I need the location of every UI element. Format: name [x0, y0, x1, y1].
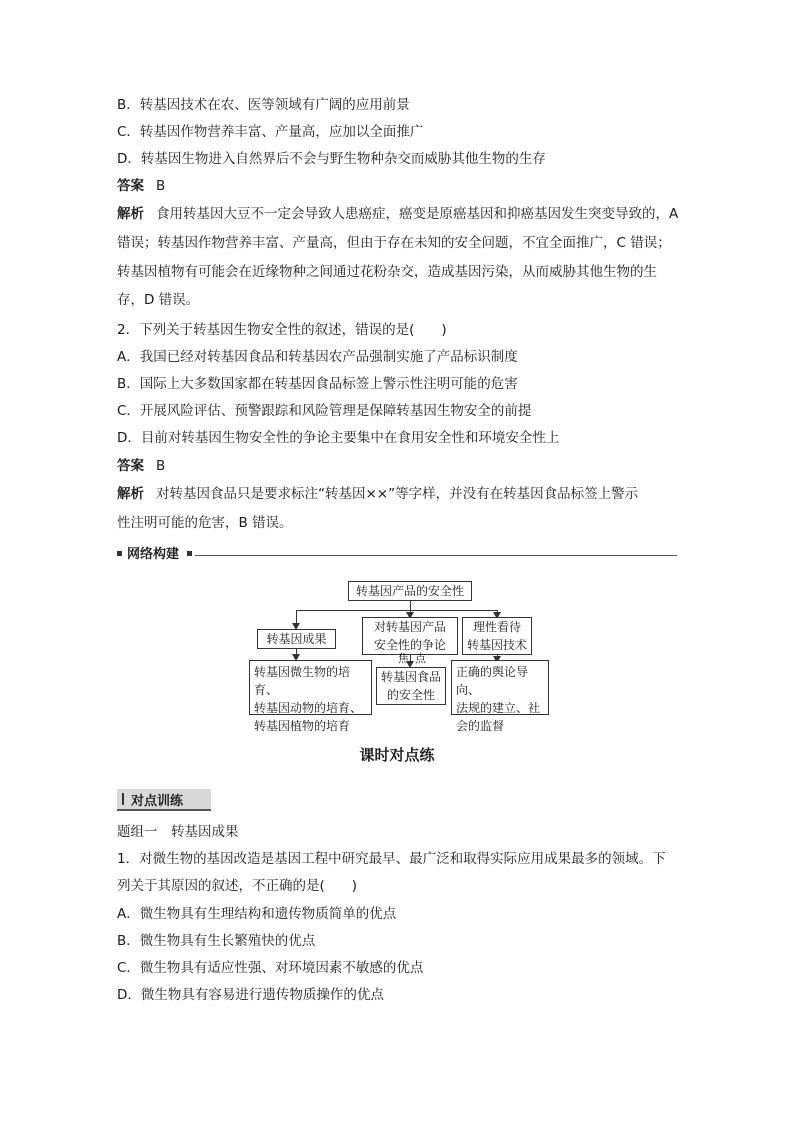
connector [296, 610, 297, 624]
bullet-square-icon [187, 551, 192, 556]
connector [296, 610, 498, 611]
q2-answer [117, 456, 165, 476]
q2-stem: 2．下列关于转基因生物安全性的叙述，错误的是( ) [117, 322, 447, 338]
q3-option-a: A．微生物具有生理结构和遗传物质简单的优点 [117, 906, 397, 922]
diagram-detail-line: 转基因食品 [380, 670, 441, 684]
analysis-label: 解析 [117, 206, 144, 222]
practice-tag [117, 789, 211, 811]
diagram-middle-line: 对转基因产品 [373, 620, 446, 634]
diagram-detail-line: 法规的建立、社 [456, 701, 541, 715]
q1-analysis-line [117, 204, 678, 224]
diagram-detail-line: 的安全性 [386, 688, 435, 702]
network-title: 网络构建 [127, 547, 180, 562]
q2-option-c: C．开展风险评估、预警跟踪和风险管理是保障转基因生物安全的前提 [117, 403, 532, 419]
analysis-text: 食用转基因大豆不一定会导致人患癌症，癌变是原癌基因和抑癌基因发生突变导致的，A [156, 206, 679, 222]
answer-label: 答案 [117, 458, 144, 474]
q3-option-b: B．微生物具有生长繁殖快的优点 [117, 933, 316, 949]
group-title: 题组一 转基因成果 [117, 824, 239, 840]
diagram-root: 转基因产品的安全性 [348, 581, 472, 601]
q2-analysis-line: 性注明可能的危害，B 错误。 [117, 515, 293, 531]
diagram-detail-line: 会的监督 [456, 719, 505, 733]
diagram-middle-detail [376, 667, 446, 705]
answer-value: B [156, 458, 166, 474]
network-section-heading [117, 545, 677, 565]
diagram-detail-line: 转基因微生物的培育、 [254, 665, 351, 697]
q3-stem-line: 1．对微生物的基因改造是基因工程中研究最早、最广泛和取得实际应用成果最多的领域。下 [117, 851, 666, 867]
analysis-text: 对转基因食品只是要求标注“转基因××”等字样，并没有在转基因食品标签上警示 [156, 486, 639, 502]
diagram-detail-line: 转基因动物的培育、 [254, 701, 363, 715]
diagram-left: 转基因成果 [257, 629, 336, 649]
q2-option-b: B．国际上大多数国家都在转基因食品标签上警示性注明可能的危害 [117, 376, 518, 392]
diagram-right [462, 617, 532, 655]
answer-label: 答案 [117, 178, 144, 194]
q1-option-c: C．转基因作物营养丰富、产量高，应加以全面推广 [117, 124, 424, 140]
q3-option-c: C．微生物具有适应性强、对环境因素不敏感的优点 [117, 960, 424, 976]
answer-value: B [156, 178, 166, 194]
connector [410, 601, 411, 610]
q2-option-a: A．我国已经对转基因食品和转基因农产品强制实施了产品标识制度 [117, 349, 518, 365]
q1-analysis-line: 存，D 错误。 [117, 292, 200, 308]
diagram-right-line: 转基因技术 [466, 638, 527, 652]
q1-analysis-line: 转基因植物有可能会在近缘物种之间通过花粉杂交，造成基因污染，从而威胁其他生物的生 [117, 264, 657, 280]
focus-label: 焦点 [398, 652, 432, 665]
diagram-middle-line: 安全性的争论 [373, 638, 446, 652]
q3-stem-line: 列关于其原因的叙述，不正确的是( ) [117, 878, 358, 894]
heading-rule [195, 555, 677, 556]
analysis-label: 解析 [117, 486, 144, 502]
q1-answer [117, 176, 165, 196]
lesson-title: 课时对点练 [359, 746, 435, 764]
tag-bar-icon [122, 793, 124, 805]
diagram-detail-line: 正确的舆论导向、 [456, 665, 529, 697]
bullet-square-icon [117, 551, 122, 556]
q2-option-d: D．目前对转基因生物安全性的争论主要集中在食用安全性和环境安全性上 [117, 430, 560, 446]
practice-tag-label: 对点训练 [131, 794, 184, 809]
q1-option-b: B．转基因技术在农、医等领域有广阔的应用前景 [117, 97, 410, 113]
q2-analysis-line [117, 484, 638, 504]
q1-option-d: D．转基因生物进入自然界后不会与野生物种杂交而威胁其他生物的生存 [117, 151, 546, 167]
diagram-detail-line: 转基因植物的培育 [254, 719, 351, 733]
diagram-right-line: 理性看待 [472, 620, 521, 634]
diagram-right-detail [451, 660, 549, 733]
q3-option-d: D．微生物具有容易进行遗传物质操作的优点 [117, 987, 384, 1003]
q1-analysis-line: 错误；转基因作物营养丰富、产量高，但由于存在未知的安全问题，不宜全面推广，C 错误； [117, 235, 671, 251]
diagram-left-detail [249, 660, 372, 733]
